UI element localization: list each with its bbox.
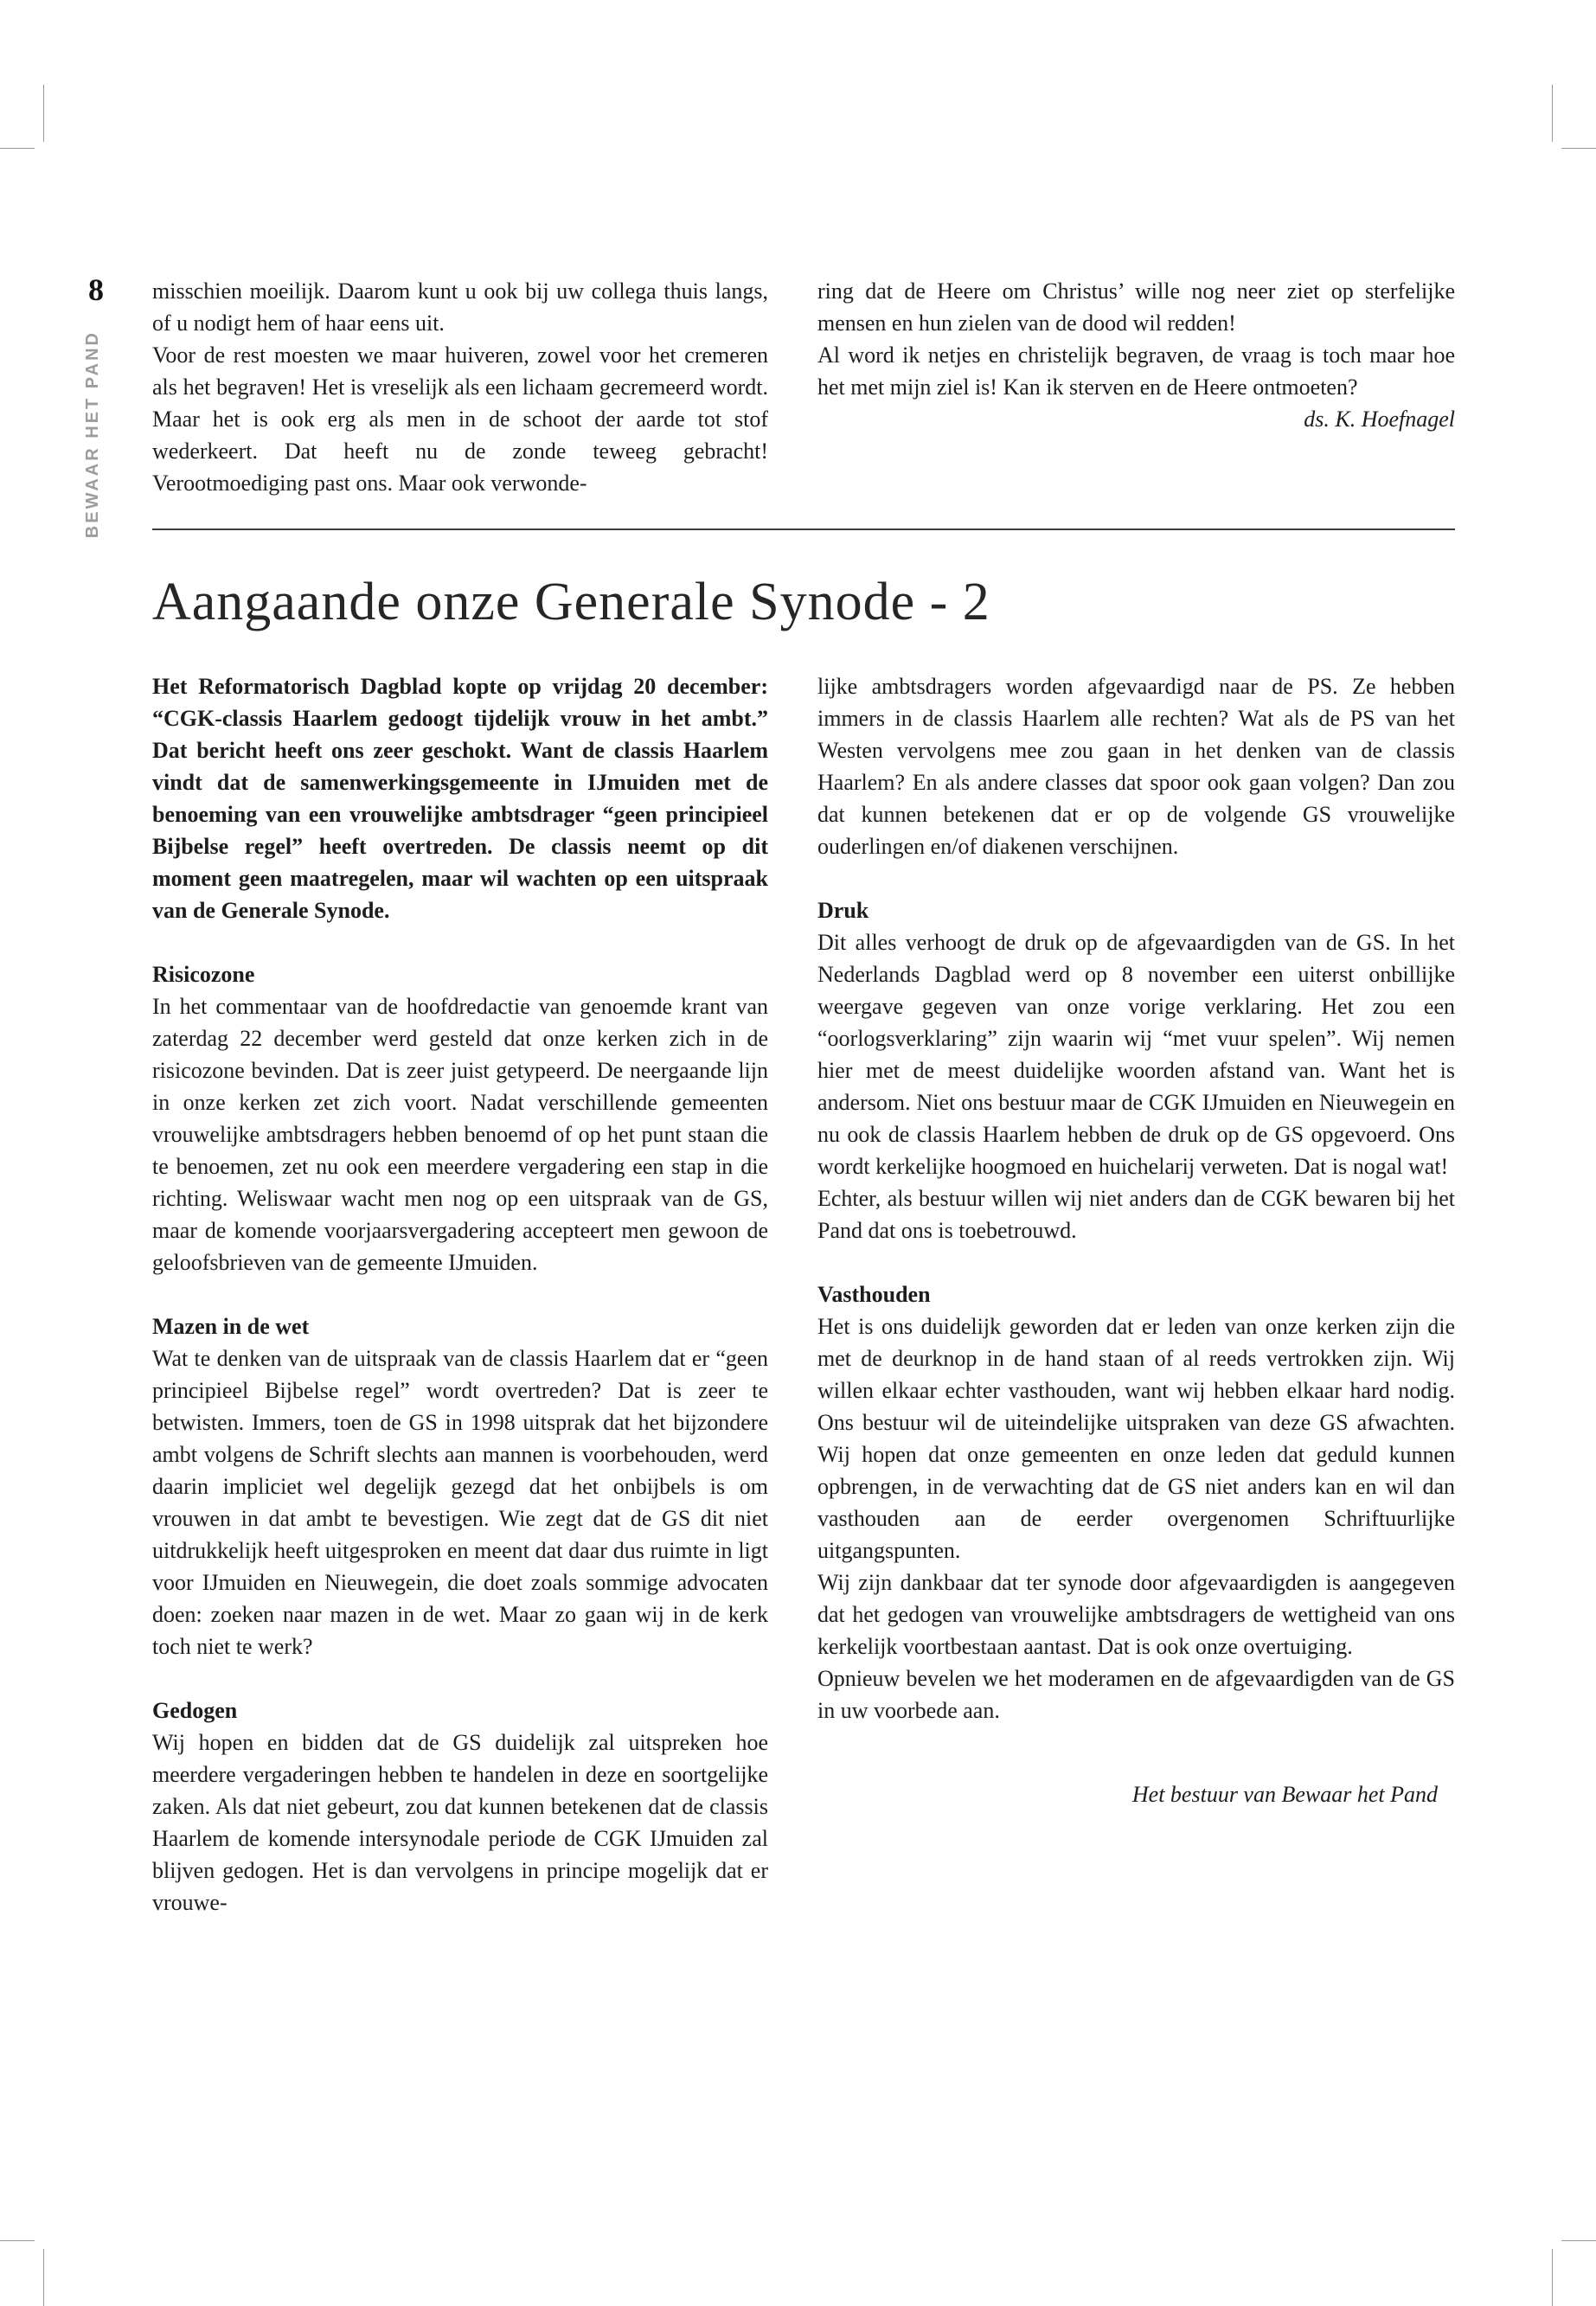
article-title: Aangaande onze Generale Synode - 2 — [152, 573, 990, 631]
top-left-column — [152, 275, 768, 499]
paragraph-continuation: lijke ambtsdragers worden afgevaardigd naar de PS. Ze hebben immers in de classis Haarlem alle rechten? Wat als de PS van het Westen vervolgens mee zou gaan in het denken van de classis Haarlem? En als andere classes dat spoor ook gaan volgen? Dan zou dat kunnen betekenen dat er op de volgende GS vrouwelijke ouderlingen en/of diakenen verschijnen. — [817, 674, 1455, 859]
paragraph: Wij zijn dankbaar dat ter synode door afgevaardigden is aangegeven dat het gedogen van vrouwelijke ambtsdragers de wettigheid van ons kerkelijk voortbestaan aantast. Dat is ook onze overtuiging. — [817, 1570, 1455, 1659]
section-heading-mazen-in-de-wet: Mazen in de wet — [152, 1314, 310, 1339]
author-signature: ds. K. Hoefnagel — [1304, 407, 1455, 432]
page-number: 8 — [88, 272, 104, 307]
paragraph: Wat te denken van de uitspraak van de classis Haarlem dat er “geen principieel Bijbelse regel” wordt overtreden? Dat is zeer te betwisten. Immers, toen de GS in 1998 uitsprak dat het bijzondere ambt volgens de Schrift slechts aan mannen is voorbehouden, werd daarin impliciet wel degelijk gezegd dat het onbijbels is om vrouwen in dat ambt te bevestigen. Wie zegt dat de GS dit niet uitdrukkelijk heeft uitgesproken en meent dat daar dus ruimte in ligt voor IJmuiden en Nieuwegein, die doet zoals sommige advocaten doen: zoeken naar mazen in de wet. Maar zo gaan wij in de kerk toch niet te werk? — [152, 1346, 768, 1659]
crop-mark-bottom-left-vertical — [43, 2249, 44, 2306]
top-right-column — [817, 275, 1455, 499]
page-content — [152, 275, 1455, 1918]
section-divider — [152, 528, 1455, 530]
paragraph: Al word ik netjes en christelijk begraven, de vraag is toch maar hoe het met mijn ziel is! Kan ik sterven en de Heere ontmoeten? — [817, 343, 1455, 400]
paragraph: Wij hopen en bidden dat de GS duidelijk zal uitspreken hoe meerdere vergaderingen hebben te handelen in deze en soortgelijke zaken. Als dat niet gebeurt, zou dat kunnen betekenen dat de classis Haarlem de komende intersynodale periode de CGK IJmuiden zal blijven gedogen. Het is dan vervolgens in principe mogelijk dat er vrouwe- — [152, 1730, 768, 1915]
crop-mark-bottom-right-horizontal — [1561, 2240, 1596, 2241]
crop-mark-top-right-vertical — [1552, 85, 1553, 142]
section-heading-druk: Druk — [817, 898, 869, 923]
paragraph: Het is ons duidelijk geworden dat er leden van onze kerken zijn die met de deurknop in de hand staan of al reeds vertrokken zijn. Wij willen elkaar echter vasthouden, want wij hebben elkaar hard nodig. Ons bestuur wil de uiteindelijke uitspraken van deze GS afwachten. Wij hopen dat onze gemeenten en onze leden dat geduld kunnen opbrengen, in de verwachting dat de GS niet anders kan en wil dan vasthouden aan de eerder overgenomen Schriftuurlijke uitgangspunten. — [817, 1314, 1455, 1563]
edge-label-bewaar-het-pand: BEWAAR HET PAND — [83, 330, 102, 539]
board-signature: Het bestuur van Bewaar het Pand — [1131, 1782, 1438, 1807]
previous-article-continuation — [152, 275, 1455, 499]
crop-mark-top-right-horizontal — [1561, 148, 1596, 149]
paragraph: Opnieuw bevelen we het moderamen en de afgevaardigden van de GS in uw voorbede aan. — [817, 1666, 1455, 1723]
article-right-column — [817, 670, 1455, 1918]
crop-mark-top-left-vertical — [43, 85, 44, 142]
article-left-column — [152, 670, 768, 1918]
paragraph: In het commentaar van de hoofdredactie van genoemde krant van zaterdag 22 december werd gesteld dat onze kerken zich in de risicozone bevinden. Dat is zeer juist getypeerd. De neergaande lijn in onze kerken zet zich voort. Nadat verschillende gemeenten vrouwelijke ambtsdragers hebben benoemd of op het punt staan die te benoemen, zet nu ook een meerdere vergadering een stap in die richting. Weliswaar wacht men nog op een uitspraak van de GS, maar de komende voorjaarsvergadering accepteert men gewoon de geloofsbrieven van de gemeente IJmuiden. — [152, 994, 768, 1275]
paragraph: Voor de rest moesten we maar huiveren, zowel voor het cremeren als het begraven! Het is vreselijk als een lichaam gecremeerd wordt. Maar het is ook erg als men in de schoot der aarde tot stof wederkeert. Dat heeft nu de zonde teweeg gebracht! Verootmoediging past ons. Maar ook verwonde- — [152, 343, 768, 496]
article-lede: Het Reformatorisch Dagblad kopte op vrijdag 20 december: “CGK-classis Haarlem gedoogt tijdelijk vrouw in het ambt.” Dat bericht heeft ons zeer geschokt. Want de classis Haarlem vindt dat de samenwerkingsgemeente in IJmuiden met de benoeming van een vrouwelijke ambtsdrager “geen principieel Bijbelse regel” heeft overtreden. De classis neemt op dit moment geen maatregelen, maar wil wachten op een uitspraak van de Generale Synode. — [152, 674, 768, 923]
article-body — [152, 670, 1455, 1918]
crop-mark-top-left-horizontal — [0, 148, 35, 149]
paragraph: Echter, als bestuur willen wij niet anders dan de CGK bewaren bij het Pand dat ons is toebetrouwd. — [817, 1186, 1455, 1243]
paragraph: misschien moeilijk. Daarom kunt u ook bij uw collega thuis langs, of u nodigt hem of haar eens uit. — [152, 279, 768, 336]
crop-mark-bottom-left-horizontal — [0, 2240, 35, 2241]
paragraph: ring dat de Heere om Christus’ wille nog neer ziet op sterfelijke mensen en hun zielen van de dood wil redden! — [817, 279, 1455, 336]
crop-mark-bottom-right-vertical — [1552, 2249, 1553, 2306]
section-heading-vasthouden: Vasthouden — [817, 1282, 931, 1307]
paragraph: Dit alles verhoogt de druk op de afgevaardigden van de GS. In het Nederlands Dagblad werd op 8 november een uiterst onbillijke weergave gegeven van onze vorige verklaring. Het zou een “oorlogsverklaring” zijn waarin wij “met vuur spelen”. Wij nemen hier met de meest duidelijke woorden afstand van. Want het is andersom. Niet ons bestuur maar de CGK IJmuiden en Nieuwegein en nu ook de classis Haarlem hebben de druk op de GS opgevoerd. Ons wordt kerkelijke hoogmoed en huichelarij verweten. Dat is nogal wat! — [817, 930, 1455, 1179]
section-heading-gedogen: Gedogen — [152, 1698, 238, 1723]
section-heading-risicozone: Risicozone — [152, 962, 255, 987]
